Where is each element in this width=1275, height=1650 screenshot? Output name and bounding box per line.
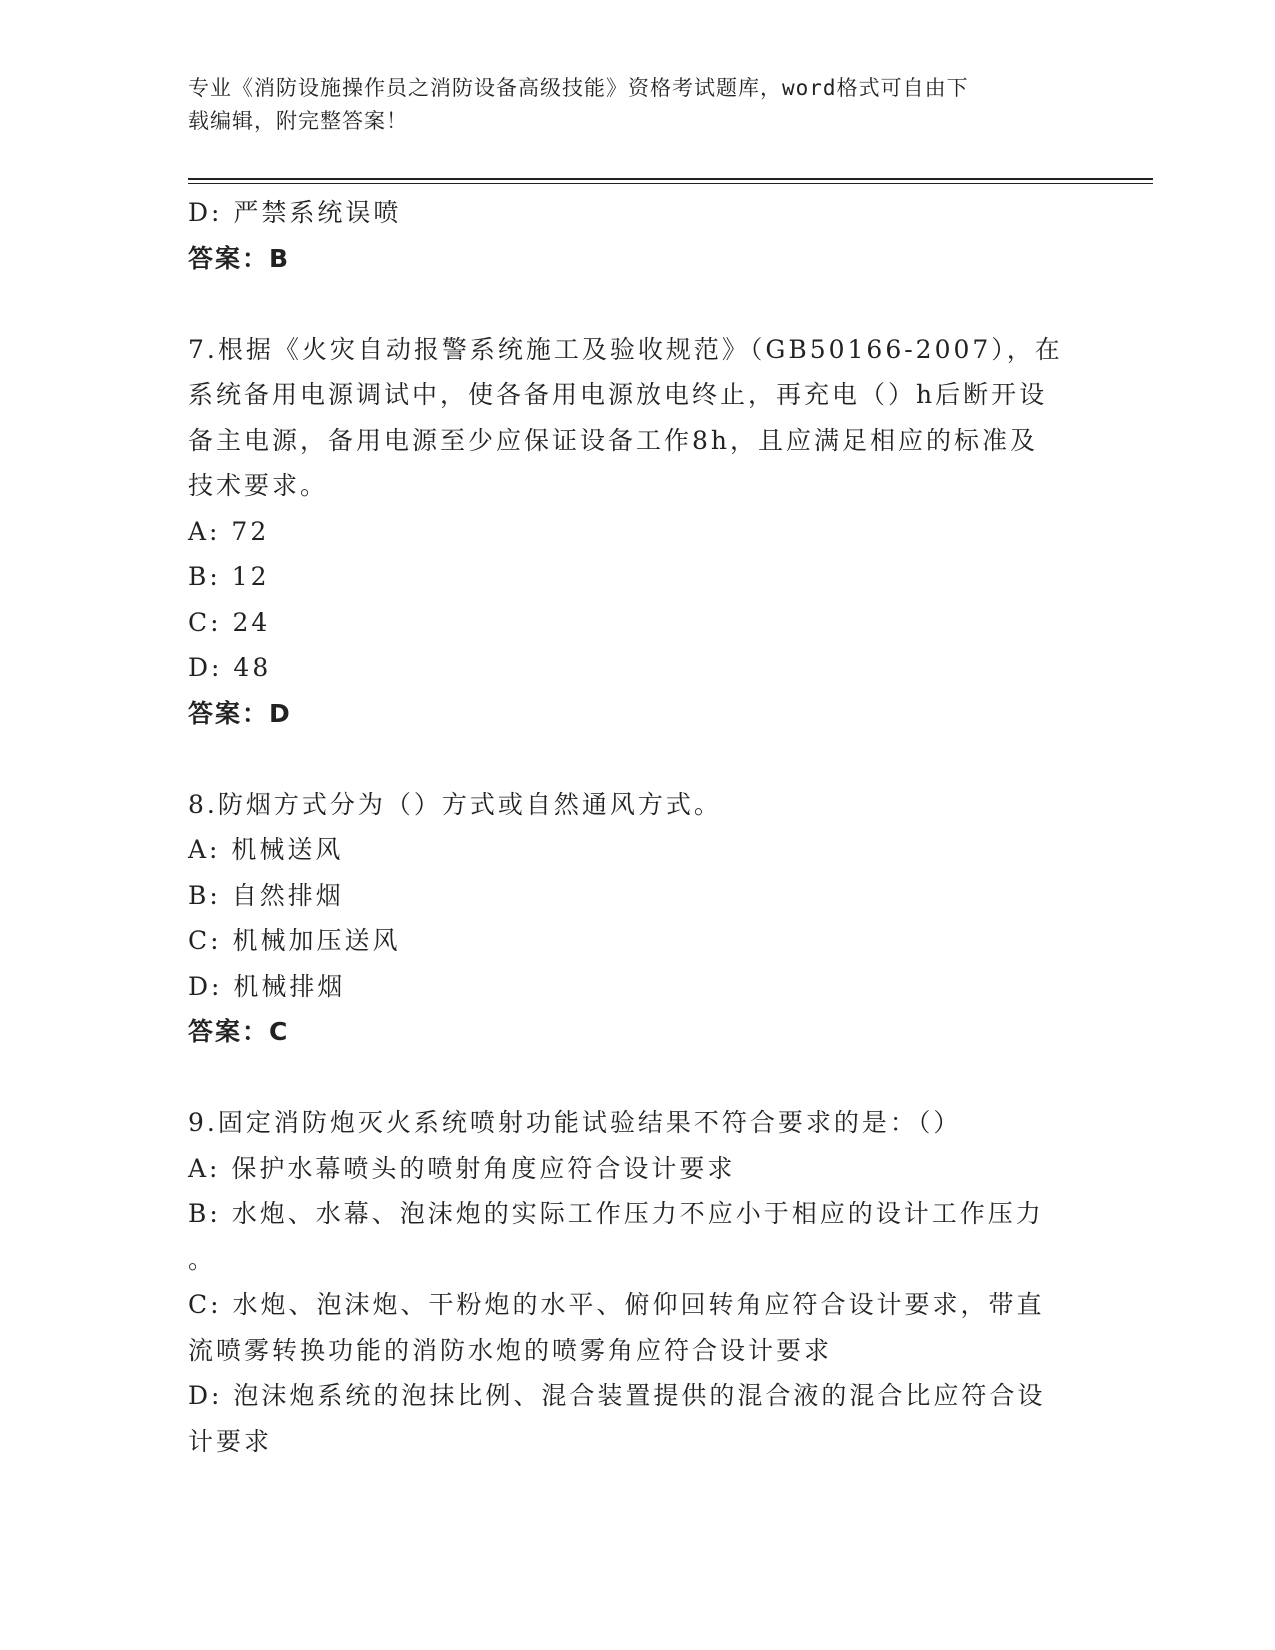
- option-a: A: 72: [188, 516, 270, 546]
- question-text-line: 9.固定消防炮灭火系统喷射功能试验结果不符合要求的是：（）: [188, 1108, 962, 1137]
- header-rule-thin: [188, 183, 1153, 184]
- question-text-line: 技术要求。: [188, 471, 329, 500]
- question-9: [188, 1100, 1088, 1464]
- answer-line: 答案：C: [188, 1017, 290, 1046]
- option-c-line: 流喷雾转换功能的消防水炮的喷雾角应符合设计要求: [188, 1335, 833, 1365]
- option-c: C: 24: [188, 607, 271, 637]
- spacer: [188, 281, 1088, 327]
- option-c-line: C: 水炮、泡沫炮、干粉炮的水平、俯仰回转角应符合设计要求，带直: [188, 1290, 1045, 1319]
- header-rule-thick: [188, 178, 1153, 180]
- question-text-line: 备主电源，备用电源至少应保证设备工作8h，且应满足相应的标准及: [188, 425, 1039, 455]
- previous-question-tail: [188, 190, 1088, 281]
- option-d: D: 严禁系统误喷: [188, 198, 402, 227]
- option-b-line: B: 水炮、水幕、泡沫炮的实际工作压力不应小于相应的设计工作压力: [188, 1199, 1044, 1228]
- option-d: D: 48: [188, 653, 272, 682]
- option-a: A: 保护水幕喷头的喷射角度应符合设计要求: [188, 1153, 736, 1183]
- option-a: A: 机械送风: [188, 835, 344, 864]
- option-d: D: 机械排烟: [188, 971, 346, 1001]
- question-text-line: 8.防烟方式分为（）方式或自然通风方式。: [188, 789, 722, 819]
- option-b-line: 。: [188, 1244, 217, 1274]
- question-7: [188, 327, 1088, 737]
- answer-line: 答案：B: [188, 243, 291, 273]
- option-b: B: 12: [188, 562, 270, 591]
- header-line-1: 专业《消防设施操作员之消防设备高级技能》资格考试题库，word格式可自由下: [188, 76, 969, 100]
- option-d-line: 计要求: [188, 1426, 273, 1456]
- spacer: [188, 1055, 1088, 1101]
- question-text-line: 7.根据《火灾自动报警系统施工及验收规范》（GB50166-2007），在: [188, 334, 1063, 364]
- answer-line: 答案：D: [188, 698, 292, 728]
- header-line-2: 载编辑，附完整答案！: [188, 109, 408, 133]
- option-b: B: 自然排烟: [188, 880, 344, 910]
- option-d-line: D: 泡沫炮系统的泡抹比例、混合装置提供的混合液的混合比应符合设: [188, 1381, 1046, 1410]
- spacer: [188, 736, 1088, 782]
- document-body: [188, 190, 1088, 1464]
- question-text-line: 系统备用电源调试中，使各备用电源放电终止，再充电（）h后断开设: [188, 380, 1048, 409]
- question-8: [188, 782, 1088, 1055]
- option-c: C: 机械加压送风: [188, 926, 401, 955]
- page-header: [188, 72, 1068, 138]
